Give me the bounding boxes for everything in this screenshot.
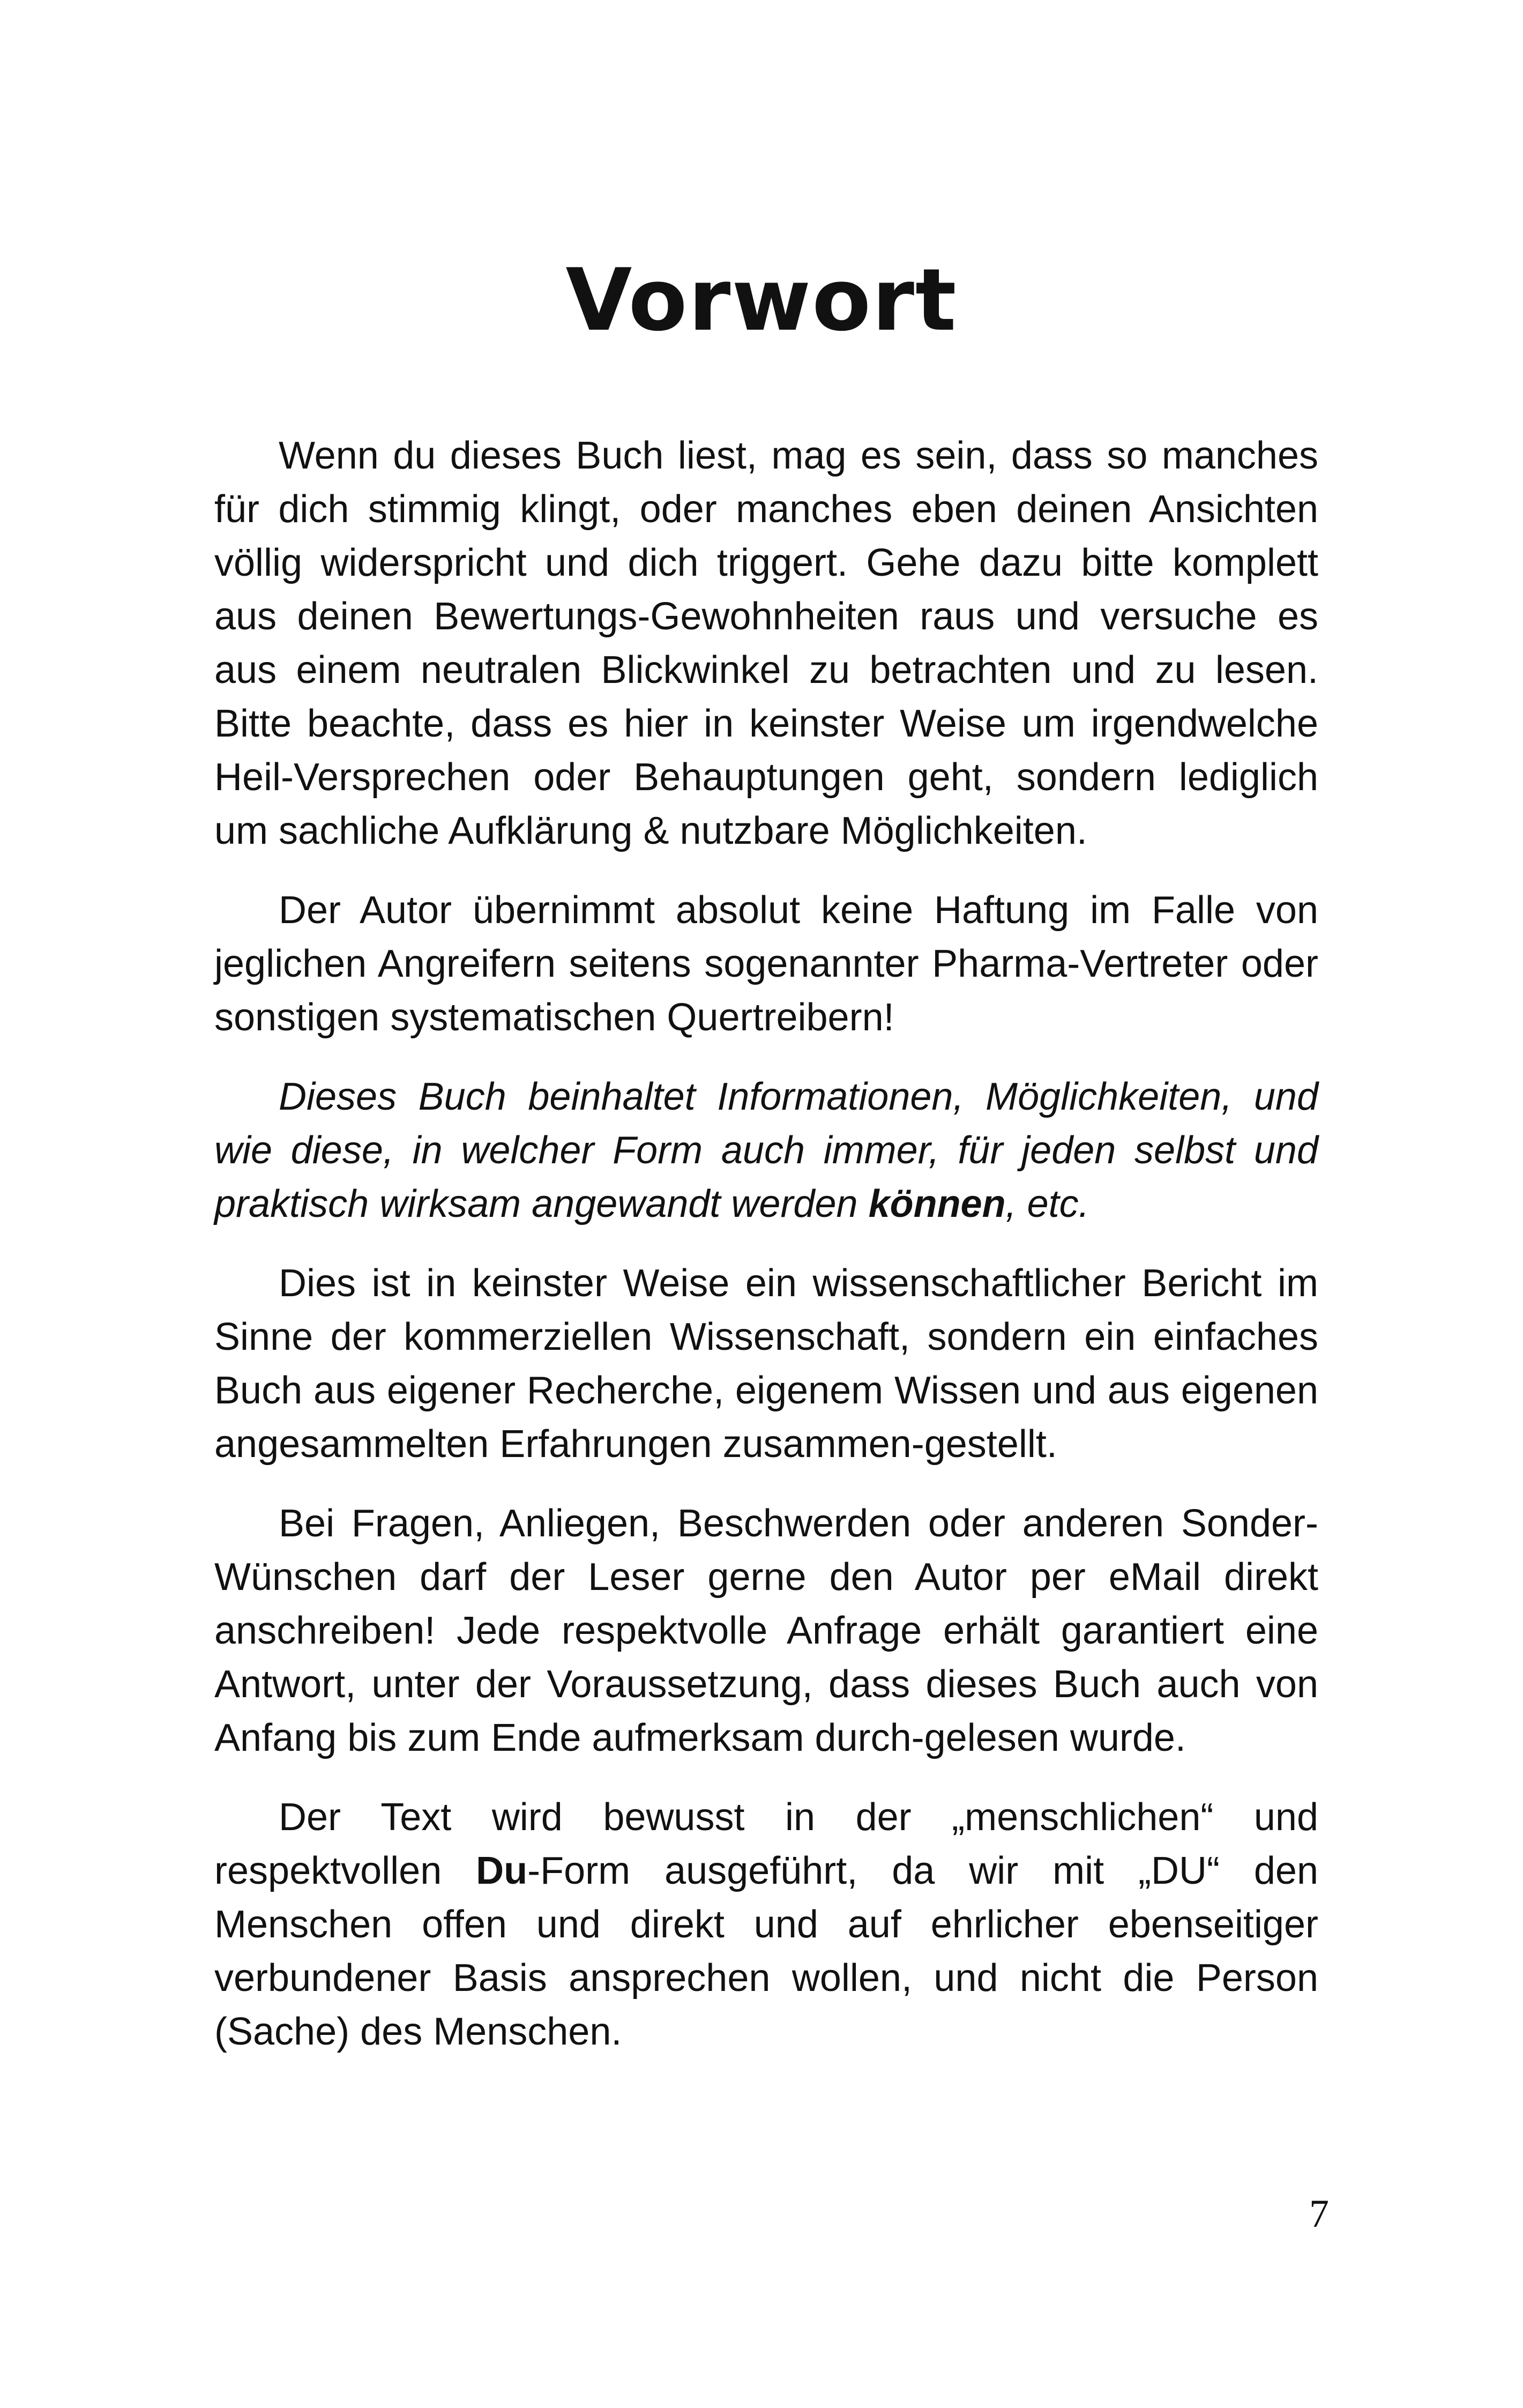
emphasis-koennen: können xyxy=(868,1183,1006,1225)
emphasis-du: Du xyxy=(476,1849,528,1892)
book-content-text-start: Dieses Buch beinhaltet Informationen, Möglichkeiten, und wie diese, in welcher Form auch immer, für jeden selbst und praktisch wirksam angewandt werden xyxy=(214,1075,1318,1225)
chapter-title: Vorwort xyxy=(565,250,958,350)
paragraph-disclaimer-intro: Wenn du dieses Buch liest, mag es sein, dass so manches für dich stimmig klingt, oder manches eben deinen Ansichten völlig widerspricht und dich triggert. Gehe dazu bitte komplett aus deinen Bewertungs-Gewohnheiten raus und versuche es aus einem neutralen Blickwinkel zu betrachten und zu lesen. Bitte beachte, dass es hier in keinster Weise um irgendwelche Heil-Versprechen oder Behauptungen geht, sondern lediglich um sachliche Aufklärung & nutzbare Möglichkeiten. xyxy=(214,434,1318,852)
book-content-text-end: , etc. xyxy=(1005,1183,1089,1225)
paragraph-liability: Der Autor übernimmt absolut keine Haftung im Falle von jeglichen Angreifern seitens sogenannter Pharma-Vertreter oder sonstigen systematischen Quertreibern! xyxy=(214,889,1318,1039)
chapter-body xyxy=(214,429,1318,2084)
paragraph-du-form xyxy=(214,1790,1318,2058)
paragraph-not-scientific: Dies ist in keinster Weise ein wissenschaftlicher Bericht im Sinne der kommerziellen Wissenschaft, sondern ein einfaches Buch aus eigener Recherche, eigenem Wissen und aus eigenen angesammelten Erfahrungen zusammen-gestellt. xyxy=(214,1262,1318,1466)
paragraph-contact-author: Bei Fragen, Anliegen, Beschwerden oder anderen Sonder-Wünschen darf der Leser gerne den Autor per eMail direkt anschreiben! Jede respektvolle Anfrage erhält garantiert eine Antwort, unter der Voraussetzung, dass dieses Buch auch von Anfang bis zum Ende aufmerksam durch-gelesen wurde. xyxy=(214,1502,1318,1759)
paragraph-book-content xyxy=(214,1070,1318,1231)
page-number: 7 xyxy=(1309,2192,1329,2236)
du-form-text-end: -Form ausgeführt, da wir mit „DU“ den Menschen offen und direkt und auf ehrlicher ebenseitiger verbundener Basis ansprechen wollen, und nicht die Person (Sache) des Menschen. xyxy=(214,1849,1318,2053)
du-form-text-start: Der Text wird bewusst in der „menschlichen“ und respektvollen xyxy=(214,1796,1318,1892)
